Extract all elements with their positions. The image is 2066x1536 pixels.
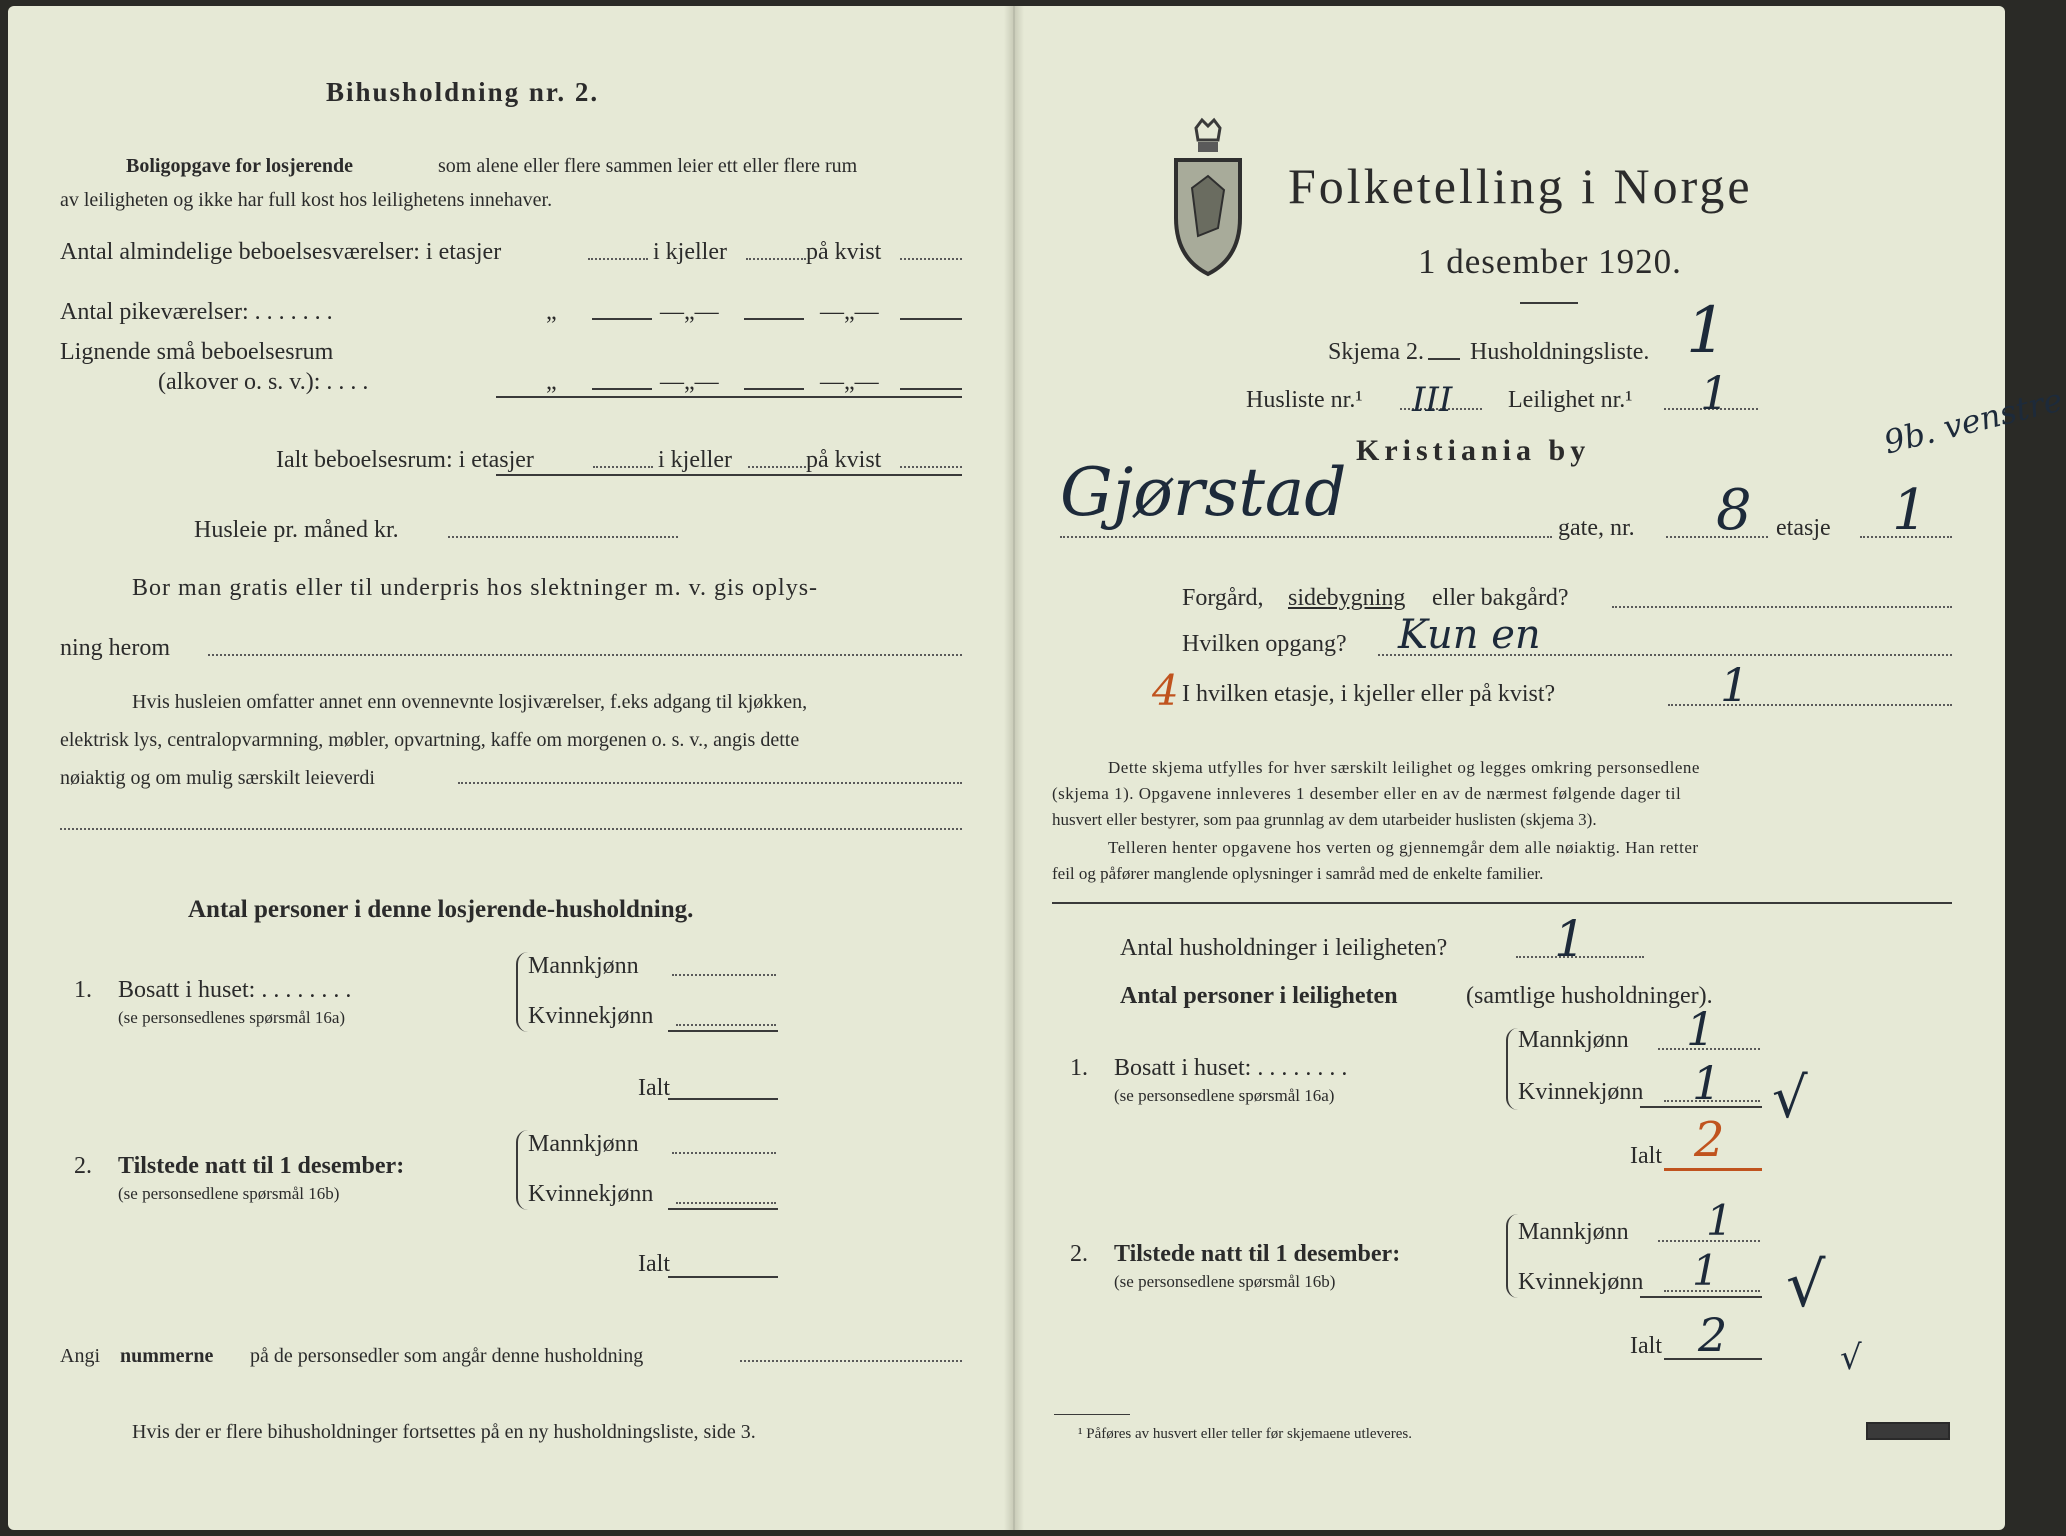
ialt-rooms-label: Ialt beboelsesrum: i etasjer <box>276 447 534 473</box>
households-field <box>1516 956 1644 958</box>
opgang-value: Kun en <box>1398 612 1541 658</box>
gate-nr-value: 8 <box>1716 478 1752 543</box>
forgard-field <box>1612 606 1952 608</box>
right-q2-rule <box>1640 1296 1762 1298</box>
rooms-kjeller-field <box>746 258 806 260</box>
rooms-kvist-field <box>900 258 962 260</box>
sum-rule <box>496 396 962 398</box>
right-q1-ialt: Ialt <box>1630 1143 1662 1169</box>
free-line2: ning herom <box>60 635 170 661</box>
skjema-mark: 1 <box>1686 294 1727 368</box>
left-q1-brace <box>516 952 528 1032</box>
gate-label: gate, nr. <box>1558 515 1635 541</box>
intro-line2: av leiligheten og ikke har full kost hos leilighetens innehaver. <box>60 189 553 211</box>
etasje-answer: 1 <box>1720 658 1750 712</box>
q1-check-icon: √ <box>1772 1066 1808 1131</box>
right-q1-rule <box>1640 1106 1762 1108</box>
leilighet-label: Leilighet nr.¹ <box>1508 387 1633 413</box>
left-q2-rule <box>668 1208 778 1210</box>
pike-label: Antal pikeværelser: . . . . . . . <box>60 299 333 325</box>
small-ditto-1: „ <box>546 369 557 395</box>
numbers-bold: nummerne <box>120 1345 214 1367</box>
right-q2-kvinne-value: 1 <box>1692 1246 1719 1295</box>
left-q1-mann: Mannkjønn <box>528 953 639 979</box>
printer-stamp-icon <box>1866 1422 1950 1440</box>
persons-heading-left: Antal personer i denne losjerende-husholdning. <box>188 896 694 923</box>
continue-note: Hvis der er flere bihusholdninger fortsettes på en ny husholdningsliste, side 3. <box>132 1421 756 1443</box>
incl-line1: Hvis husleien omfatter annet enn ovennevnte losjiværelser, f.eks adgang til kjøkken, <box>132 691 808 713</box>
skjema-type: Husholdningsliste. <box>1470 339 1650 365</box>
husliste-value: III <box>1412 380 1453 420</box>
left-q1-ialt: Ialt <box>638 1075 670 1101</box>
pike-field-1 <box>592 318 652 320</box>
left-q2-mann-field <box>672 1152 776 1154</box>
info-line3: husvert eller bestyrer, som paa grunnlag av dem utarbeider huslisten (skjema 3). <box>1052 810 1597 829</box>
right-q2-mann: Mannkjønn <box>1518 1219 1629 1245</box>
households-label: Antal husholdninger i leiligheten? <box>1120 935 1448 961</box>
right-q1-label: Bosatt i huset: . . . . . . . . <box>1114 1055 1348 1081</box>
info-line4: Telleren henter opgavene hos verten og gjennemgår dem alle nøiaktig. Han retter <box>1108 838 1699 857</box>
pike-field-2 <box>744 318 804 320</box>
left-q2-sub: (se personsedlene spørsmål 16b) <box>118 1184 340 1203</box>
small-field-3 <box>900 388 962 390</box>
ialt-kjeller-label: i kjeller <box>658 447 732 473</box>
small-rooms-label-1: Lignende små beboelsesrum <box>60 339 334 365</box>
small-field-1 <box>592 388 652 390</box>
right-q2-sub: (se personsedlene spørsmål 16b) <box>1114 1272 1336 1291</box>
right-q2-ialt-value: 2 <box>1698 1308 1728 1362</box>
left-q1-mann-field <box>672 974 776 976</box>
free-line1: Bor man gratis eller til underpris hos slektninger m. v. gis oplys- <box>132 575 819 601</box>
form-title: Folketelling i Norge <box>1288 158 1753 214</box>
rent-field <box>448 536 678 538</box>
census-form-sheet <box>8 6 2066 1530</box>
intro-bold: Boligopgave for losjerende <box>126 155 354 177</box>
info-rule <box>1052 902 1952 904</box>
right-q1-num: 1. <box>1070 1055 1088 1081</box>
husliste-label: Husliste nr.¹ <box>1246 387 1363 413</box>
right-q1-mann-value: 1 <box>1686 1002 1716 1056</box>
skjema-underline <box>1428 358 1460 360</box>
right-q1-mann-field <box>1658 1048 1760 1050</box>
right-q2-num: 2. <box>1070 1241 1088 1267</box>
forgard-selected: sidebygning <box>1288 585 1406 611</box>
right-q2-mann-field <box>1658 1240 1760 1242</box>
right-q1-mann: Mannkjønn <box>1518 1027 1629 1053</box>
opgang-field <box>1378 654 1952 656</box>
margin-note: 9b. venstre <box>1880 380 2066 462</box>
footnote: ¹ Påføres av husvert eller teller før skjemaene utleveres. <box>1078 1426 1412 1442</box>
rent-label: Husleie pr. måned kr. <box>194 517 399 543</box>
right-q2-mann-value: 1 <box>1706 1196 1733 1245</box>
forgard-pre: Forgård, <box>1182 585 1264 611</box>
small-field-2 <box>744 388 804 390</box>
street-name: Gjørstad <box>1060 454 1347 531</box>
incl-field-2 <box>60 828 962 830</box>
q2-check-icon: √ <box>1786 1248 1826 1321</box>
etasje-marker: 4 <box>1152 666 1179 715</box>
etasje-label: etasje <box>1776 515 1831 541</box>
coat-of-arms-icon <box>1168 118 1248 278</box>
opgang-label: Hvilken opgang? <box>1182 631 1347 657</box>
pike-field-3 <box>900 318 962 320</box>
ialt-etasjer-field <box>593 466 653 468</box>
info-line2: (skjema 1). Opgavene innleveres 1 desember eller en av de nærmest følgende dager til <box>1052 784 1682 803</box>
left-q2-mann: Mannkjønn <box>528 1131 639 1157</box>
forgard-post: eller bakgård? <box>1432 585 1569 611</box>
right-q1-sub: (se personsedlene spørsmål 16a) <box>1114 1086 1335 1105</box>
info-line5: feil og påfører manglende oplysninger i samråd med de enkelte familier. <box>1052 864 1544 883</box>
left-q1-ialt-field <box>668 1098 778 1100</box>
left-q1-kvinne-field <box>676 1024 776 1026</box>
rooms-label: Antal almindelige beboelsesværelser: i etasjer <box>60 239 502 265</box>
left-q2-kvinne-field <box>676 1202 776 1204</box>
right-page <box>1020 6 2066 1530</box>
pike-ditto-2: —„— <box>660 299 719 325</box>
left-q2-kvinne: Kvinnekjønn <box>528 1181 654 1207</box>
right-q1-kvinne: Kvinnekjønn <box>1518 1079 1644 1105</box>
persons-heading-right-rest: (samtlige husholdninger). <box>1466 983 1713 1009</box>
info-line1: Dette skjema utfylles for hver særskilt leilighet og legges omkring personsedlene <box>1108 758 1700 777</box>
persons-heading-right: Antal personer i leiligheten <box>1120 983 1398 1009</box>
etasje-question: I hvilken etasje, i kjeller eller på kvist? <box>1182 681 1556 707</box>
street-field <box>1060 536 1552 538</box>
ialt-kvist-label: på kvist <box>806 447 882 473</box>
left-q2-ialt-field <box>668 1276 778 1278</box>
small-rooms-label-2: (alkover o. s. v.): . . . . <box>158 369 369 395</box>
leilighet-value: 1 <box>1700 366 1730 420</box>
right-q1-kvinne-field <box>1664 1100 1760 1102</box>
left-page <box>8 6 1008 1530</box>
left-q1-kvinne: Kvinnekjønn <box>528 1003 654 1029</box>
rooms-etasjer-field <box>588 258 648 260</box>
ialt-kjeller-field <box>748 466 806 468</box>
etasje-value: 1 <box>1892 478 1928 543</box>
q2-small-check-icon: √ <box>1840 1338 1862 1378</box>
right-q2-kvinne-field <box>1664 1290 1760 1292</box>
right-q1-ialt-value: 2 <box>1694 1112 1725 1168</box>
rooms-kvist-label: på kvist <box>806 239 882 265</box>
title-rule <box>1520 302 1578 304</box>
households-value: 1 <box>1554 910 1586 968</box>
right-q2-brace <box>1506 1214 1518 1298</box>
right-q2-ialt: Ialt <box>1630 1333 1662 1359</box>
left-q1-label: Bosatt i huset: . . . . . . . . <box>118 977 352 1003</box>
right-q1-ialt-field <box>1664 1168 1762 1171</box>
ialt-kvist-field <box>900 466 962 468</box>
rooms-kjeller-label: i kjeller <box>653 239 727 265</box>
incl-field <box>458 782 962 784</box>
form-date: 1 desember 1920. <box>1418 242 1682 281</box>
left-q1-sub: (se personsedlenes spørsmål 16a) <box>118 1008 346 1027</box>
right-q2-ialt-field <box>1664 1358 1762 1360</box>
left-q2-ialt: Ialt <box>638 1251 670 1277</box>
right-q1-kvinne-value: 1 <box>1692 1056 1722 1110</box>
left-q1-rule <box>668 1030 778 1032</box>
right-q2-kvinne: Kvinnekjønn <box>1518 1269 1644 1295</box>
left-q2-label: Tilstede natt til 1 desember: <box>118 1153 405 1179</box>
footnote-rule <box>1054 1414 1130 1415</box>
pike-ditto-1: „ <box>546 299 557 325</box>
intro-line1: som alene eller flere sammen leier ett eller flere rum <box>438 155 858 177</box>
numbers-field <box>740 1360 962 1362</box>
small-ditto-2: —„— <box>660 369 719 395</box>
incl-line3: nøiaktig og om mulig særskilt leieverdi <box>60 767 375 789</box>
left-q2-brace <box>516 1130 528 1210</box>
city-name: Kristiania by <box>1356 434 1591 467</box>
pike-ditto-3: —„— <box>820 299 879 325</box>
free-field <box>208 654 962 656</box>
numbers-pre: Angi <box>60 1345 100 1367</box>
left-q2-num: 2. <box>74 1153 92 1179</box>
numbers-rest: på de personsedler som angår denne husholdning <box>250 1345 644 1367</box>
left-heading: Bihusholdning nr. 2. <box>326 77 600 107</box>
right-q1-brace <box>1506 1028 1518 1110</box>
left-q1-num: 1. <box>74 977 92 1003</box>
incl-line2: elektrisk lys, centralopvarmning, møbler, opvartning, kaffe om morgenen o. s. v., angis dette <box>60 729 800 751</box>
skjema-label: Skjema 2. <box>1328 339 1424 365</box>
right-q2-label: Tilstede natt til 1 desember: <box>1114 1241 1401 1267</box>
small-ditto-3: —„— <box>820 369 879 395</box>
ialt-rule <box>496 474 962 476</box>
etasje-q-field <box>1668 704 1952 706</box>
